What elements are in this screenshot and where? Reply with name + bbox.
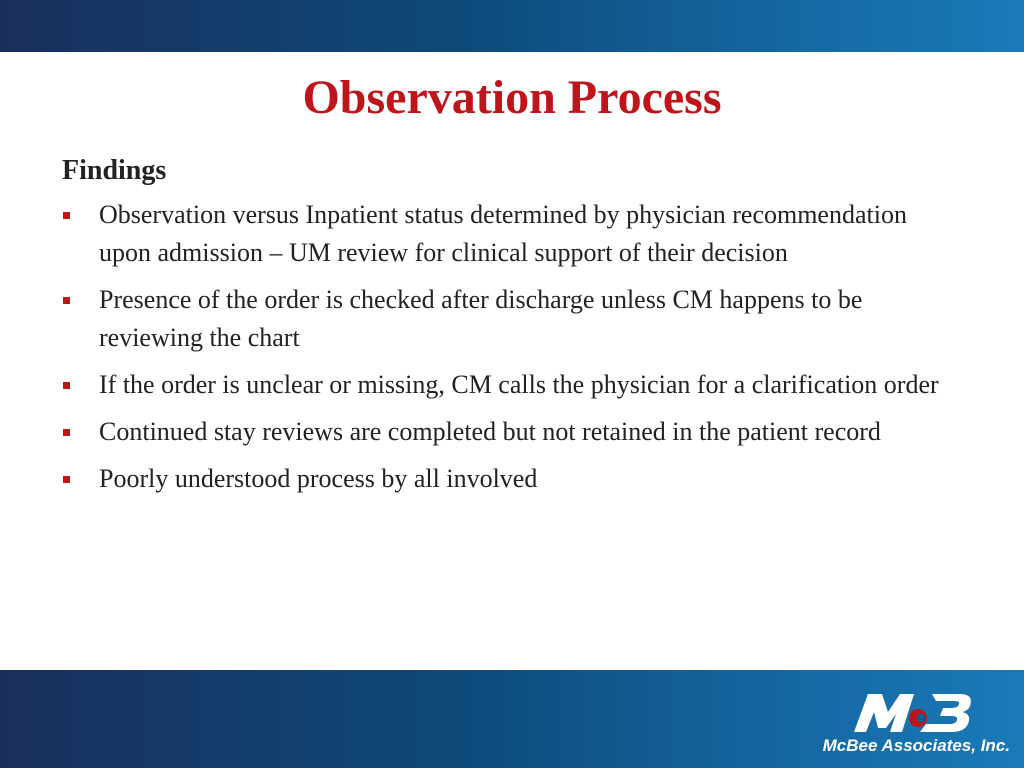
list-item (62, 413, 962, 451)
list-item (62, 460, 962, 498)
slide-content (62, 152, 962, 507)
square-bullet-icon (63, 476, 70, 483)
square-bullet-icon (63, 429, 70, 436)
mcb-logo-icon (848, 690, 978, 734)
list-item (62, 281, 962, 357)
list-item (62, 196, 962, 272)
company-logo (810, 690, 1010, 760)
list-item-text: If the order is unclear or missing, CM calls the physician for a clarification order (99, 370, 939, 399)
findings-heading: Findings (62, 155, 167, 186)
list-item-text: Continued stay reviews are completed but not retained in the patient record (99, 417, 881, 446)
header-band (0, 0, 1024, 52)
list-item-text: Poorly understood process by all involved (99, 464, 538, 493)
square-bullet-icon (63, 382, 70, 389)
slide-title: Observation Process (302, 71, 722, 124)
square-bullet-icon (63, 212, 70, 219)
company-name: McBee Associates, Inc. (822, 736, 1010, 755)
findings-list (62, 196, 962, 498)
list-item (62, 366, 962, 404)
list-item-text: Observation versus Inpatient status determined by physician recommendation upon admission – UM review for clinical support of their decision (99, 200, 907, 267)
square-bullet-icon (63, 297, 70, 304)
list-item-text: Presence of the order is checked after discharge unless CM happens to be reviewing the chart (99, 285, 863, 352)
